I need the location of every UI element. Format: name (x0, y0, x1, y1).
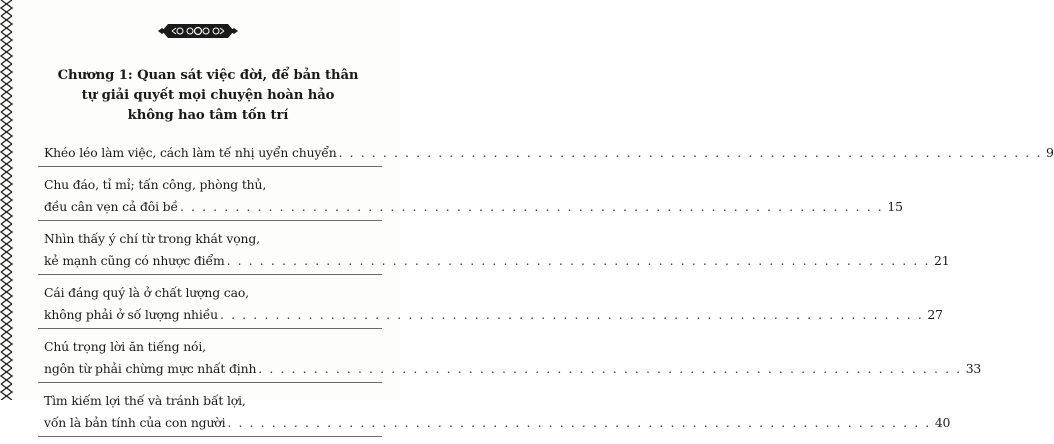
toc-entry-title: đều cân vẹn cả đôi bề (44, 199, 178, 214)
divider (38, 328, 382, 329)
chapter-title (30, 66, 386, 126)
chapter-title-line: tự giải quyết mọi chuyện hoàn hảo (81, 88, 335, 103)
toc-entry[interactable] (44, 336, 982, 383)
toc-entry-title: Cái đáng quý là ở chất lượng cao, (44, 285, 249, 300)
toc-entry-title: Nhìn thấy ý chí từ trong khát vọng, (44, 231, 260, 246)
dot-leader (339, 142, 1042, 164)
toc-entry[interactable] (44, 282, 943, 329)
toc-entry-title: không phải ở số lượng nhiều (44, 307, 219, 322)
toc-page-number: 15 (887, 199, 903, 214)
toc-entry[interactable] (44, 228, 950, 275)
toc-entry[interactable] (44, 174, 903, 221)
toc-page-number: 33 (965, 361, 982, 376)
toc-entry-title: Khéo léo làm việc, cách làm tế nhị uyển chuyển (44, 145, 337, 160)
decorative-knot-border (0, 0, 13, 400)
toc-entry[interactable] (44, 142, 1054, 167)
toc-entry-title: Tìm kiếm lợi thế và tránh bất lợi, (44, 393, 246, 408)
dot-leader (220, 304, 923, 326)
table-of-contents (44, 142, 1054, 444)
toc-entry-title: Chu đáo, tỉ mỉ; tấn công, phòng thủ, (44, 177, 267, 192)
toc-entry-title: ngôn từ phải chừng mực nhất định (44, 361, 257, 376)
dot-leader (227, 250, 930, 272)
divider (38, 220, 382, 221)
chapter-ornament-icon (158, 22, 238, 40)
toc-entry-title: kẻ mạnh cũng có nhược điểm (44, 253, 225, 268)
divider (38, 274, 382, 275)
dot-leader (258, 358, 961, 380)
dot-leader (180, 196, 883, 218)
dot-leader (227, 412, 930, 434)
toc-page-number: 21 (933, 253, 950, 268)
divider (38, 166, 382, 167)
chapter-title-line: không hao tâm tốn trí (127, 108, 289, 123)
toc-page-number: 27 (927, 307, 943, 322)
toc-entry[interactable] (44, 390, 951, 437)
chapter-title-line: Chương 1: Quan sát việc đời, để bản thân (57, 68, 359, 83)
toc-page-number: 40 (934, 415, 951, 430)
toc-page-number: 9 (1045, 145, 1054, 160)
divider (38, 436, 382, 437)
divider (38, 382, 382, 383)
toc-entry-title: Chú trọng lời ăn tiếng nói, (44, 339, 206, 354)
toc-entry-title: vốn là bản tính của con người (44, 415, 226, 430)
